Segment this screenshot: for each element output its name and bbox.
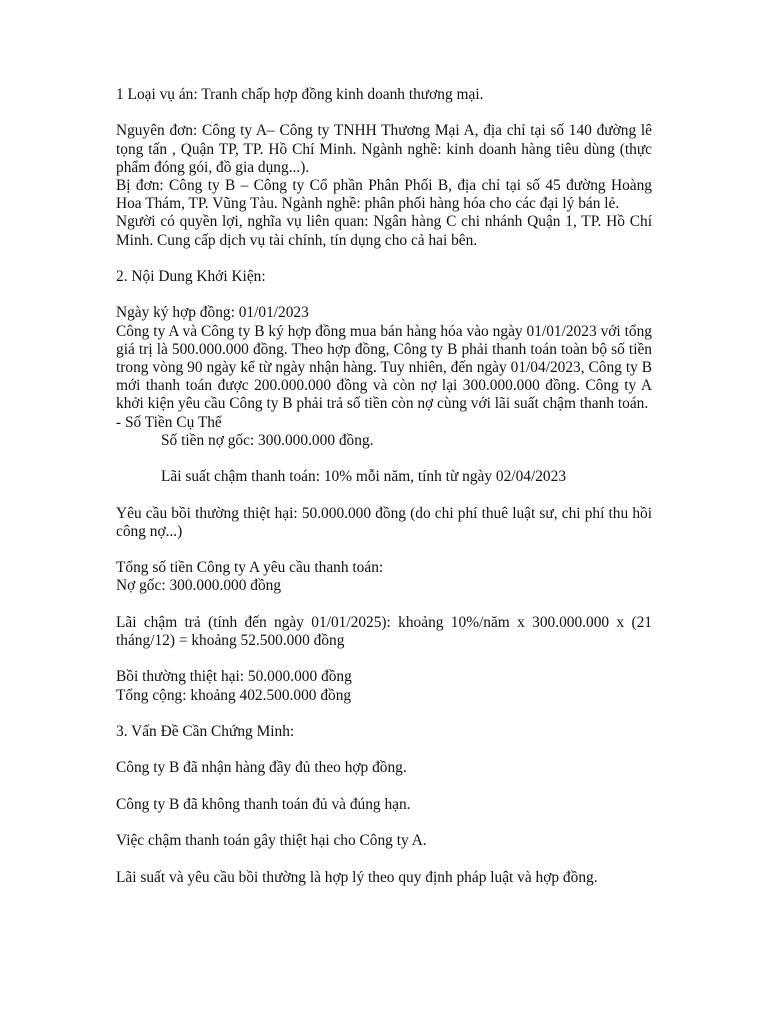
interest-rate: Lãi suất chậm thanh toán: 10% mỗi năm, tính từ ngày 02/04/2023 (161, 468, 567, 486)
total-damages: Bồi thường thiệt hại: 50.000.000 đồng (116, 668, 352, 686)
contract-date: Ngày ký hợp đồng: 01/01/2023 (116, 304, 309, 322)
issue-item: Lãi suất và yêu cầu bồi thường là hợp lý theo quy định pháp luật và hợp đồng. (116, 868, 598, 886)
late-interest-paragraph: Lãi chậm trả (tính đến ngày 01/01/2025): khoảng 10%/năm x 300.000.000 x (21 tháng/12) = khoảng 52.500.000 đồng (116, 613, 652, 649)
issue-item: Công ty B đã nhận hàng đầy đủ theo hợp đồng. (116, 759, 407, 777)
document-page (116, 86, 652, 887)
principal-amount: Số tiền nợ gốc: 300.000.000 đồng. (161, 431, 374, 449)
spacer (116, 486, 652, 504)
total-request-heading: Tổng số tiền Công ty A yêu cầu thanh toán: (116, 559, 384, 577)
spacer (116, 541, 652, 559)
grand-total: Tổng cộng: khoảng 402.500.000 đồng (116, 686, 352, 704)
issue-item: Việc chậm thanh toán gây thiệt hại cho Công ty A. (116, 832, 427, 850)
claim-content-heading: 2. Nội Dung Khởi Kiện: (116, 268, 266, 285)
damages-claim-paragraph: Yêu cầu bồi thường thiệt hại: 50.000.000 đồng (do chi phí thuê luật sư, chi phí thu hồi công nợ...) (116, 504, 652, 540)
amount-heading: - Số Tiền Cụ Thể (116, 413, 222, 431)
case-type-heading: 1 Loại vụ án: Tranh chấp hợp đồng kinh doanh thương mại. (116, 86, 484, 103)
spacer (116, 596, 652, 614)
contract-body-paragraph: Công ty A và Công ty B ký hợp đồng mua bán hàng hóa vào ngày 01/01/2023 với tổng giá trị là 500.000.000 đồng. Theo hợp đồng, Công ty B phải thanh toán toàn bộ số tiền trong vòng 90 ngày kể từ ngày nhận hàng. Tuy nhiên, đến ngày 01/04/2023, Công ty B mới thanh toán được 200.000.000 đồng và còn nợ lại 300.000.000 đồng. Công ty A khởi kiện yêu cầu Công ty B phải trả số tiền còn nợ cùng với lãi suất chậm thanh toán. (116, 322, 652, 413)
spacer (116, 450, 652, 468)
issue-item: Công ty B đã không thanh toán đủ và đúng hạn. (116, 795, 411, 813)
total-principal: Nợ gốc: 300.000.000 đồng (116, 577, 282, 595)
spacer (116, 741, 652, 759)
spacer (116, 286, 652, 304)
spacer (116, 705, 652, 723)
related-party-paragraph: Người có quyền lợi, nghĩa vụ liên quan: Ngân hàng C chi nhánh Quận 1, TP. Hồ Chí Minh. Cung cấp dịch vụ tài chính, tín dụng cho cả hai bên. (116, 213, 652, 249)
spacer (116, 778, 652, 796)
spacer (116, 850, 652, 868)
spacer (116, 250, 652, 268)
plaintiff-paragraph: Nguyên đơn: Công ty A– Công ty TNHH Thương Mại A, địa chỉ tại số 140 đường lê tọng tấn , Quận TP, TP. Hồ Chí Minh. Ngành nghề: kinh doanh hàng tiêu dùng (thực phẩm đóng gói, đồ gia dụng...). (116, 122, 652, 176)
defendant-paragraph: Bị đơn: Công ty B – Công ty Cổ phần Phân Phối B, địa chỉ tại số 45 đường Hoàng Hoa Thám, TP. Vũng Tàu. Ngành nghề: phân phối hàng hóa cho các đại lý bán lẻ. (116, 177, 652, 213)
issues-to-prove-heading: 3. Vấn Đề Cần Chứng Minh: (116, 722, 295, 740)
spacer (116, 814, 652, 832)
spacer (116, 650, 652, 668)
spacer (116, 104, 652, 122)
